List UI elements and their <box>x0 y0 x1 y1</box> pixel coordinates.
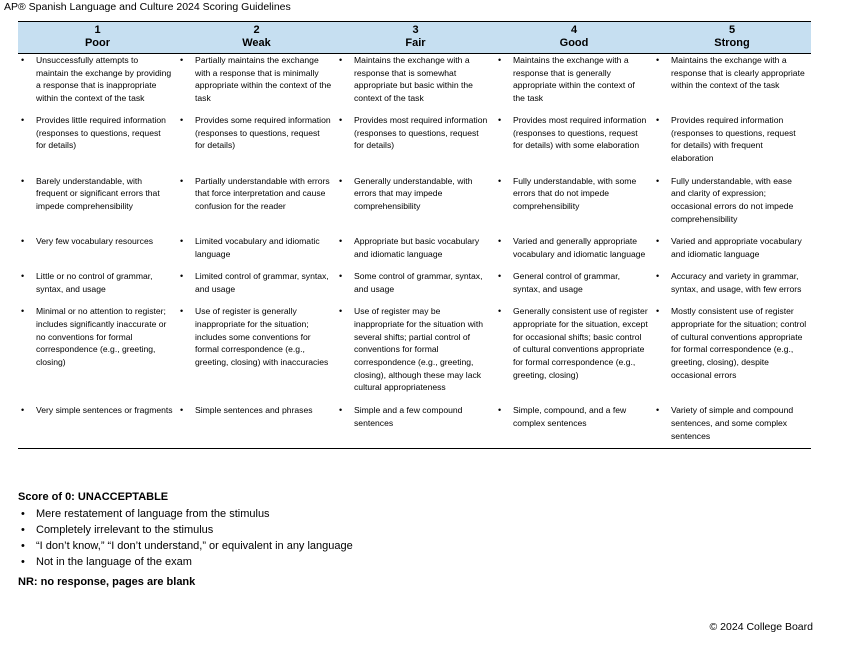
list-item <box>18 538 808 554</box>
cell-text: Little or no control of grammar, syntax, and usage <box>36 270 153 294</box>
score-column-header <box>18 22 177 54</box>
score-zero-list <box>18 506 808 570</box>
bullet-icon: • <box>180 270 184 281</box>
cell-text: Very few vocabulary resources <box>36 236 154 247</box>
bullet-icon: • <box>656 114 660 125</box>
bullet-icon: • <box>339 55 343 65</box>
copyright-footer: © 2024 College Board <box>709 621 813 633</box>
table-cell <box>18 305 177 404</box>
bullet-icon: • <box>21 405 25 416</box>
table-cell <box>653 54 811 114</box>
table-row <box>18 404 811 449</box>
table-cell <box>336 305 495 404</box>
score-label: Strong <box>714 37 750 49</box>
bullet-icon: • <box>339 236 343 247</box>
bullet-icon: • <box>21 55 25 65</box>
table-cell <box>18 404 177 449</box>
table-cell <box>336 404 495 449</box>
score-number: 2 <box>253 24 260 36</box>
bullet-icon: • <box>21 306 25 317</box>
cell-text: Provides little required information (responses to questions, request for details) <box>36 114 166 151</box>
table-cell <box>653 175 811 236</box>
bullet-icon: • <box>21 540 25 552</box>
list-item <box>18 554 808 570</box>
table-cell <box>336 114 495 175</box>
bullet-icon: • <box>656 175 660 186</box>
table-cell <box>336 270 495 305</box>
table-cell <box>653 404 811 449</box>
table-cell <box>495 114 653 175</box>
cell-text: Varied and generally appropriate vocabulary and idiomatic language <box>513 236 646 260</box>
scoring-rubric-table <box>18 21 811 449</box>
list-item-text: Not in the language of the exam <box>36 556 192 568</box>
bullet-icon: • <box>180 236 184 247</box>
table-row <box>18 270 811 305</box>
cell-text: Use of register may be inappropriate for the situation with several shifts; partial control of conventions for formal correspondence (e.g., greeting, closing), although these may lack cultural appropriateness <box>354 306 483 393</box>
cell-text: Generally understandable, with errors that may impede comprehensibility <box>354 175 473 212</box>
bullet-icon: • <box>656 306 660 317</box>
table-cell <box>495 305 653 404</box>
bullet-icon: • <box>498 236 502 247</box>
cell-text: Unsuccessfully attempts to maintain the exchange by providing a response that is inappropriate within the context of the task <box>36 55 172 104</box>
bullet-icon: • <box>498 114 502 125</box>
score-number: 1 <box>94 24 101 36</box>
table-cell <box>177 305 336 404</box>
bullet-icon: • <box>656 55 660 65</box>
cell-text: Minimal or no attention to register; includes significantly inaccurate or no conventions for formal correspondence (e.g., greeting, closing) <box>36 306 167 368</box>
bullet-icon: • <box>498 306 502 317</box>
score-zero-section <box>18 490 808 589</box>
cell-text: Accuracy and variety in grammar, syntax, and usage, with few errors <box>671 270 802 294</box>
cell-text: Fully understandable, with ease and clarity of expression; occasional errors do not impede comprehensibility <box>671 175 794 224</box>
score-label: Fair <box>405 37 426 49</box>
table-cell <box>18 235 177 269</box>
table-row <box>18 305 811 404</box>
score-label: Weak <box>242 37 271 49</box>
bullet-icon: • <box>339 270 343 281</box>
bullet-icon: • <box>180 306 184 317</box>
bullet-icon: • <box>498 55 502 65</box>
cell-text: Variety of simple and compound sentences, and some complex sentences <box>671 405 794 441</box>
score-column-header <box>653 22 811 54</box>
cell-text: Maintains the exchange with a response that is generally appropriate within the context of the task <box>513 55 635 104</box>
list-item-text: Mere restatement of language from the stimulus <box>36 508 270 520</box>
cell-text: Barely understandable, with frequent or significant errors that impede comprehensibility <box>36 175 160 212</box>
bullet-icon: • <box>21 236 25 247</box>
cell-text: Provides some required information (responses to questions, request for details) <box>195 114 331 151</box>
cell-text: Mostly consistent use of register appropriate for the situation; control of cultural conventions appropriate for formal correspondence (e.g., greeting, closing), despite occasional errors <box>671 306 807 380</box>
score-number: 4 <box>570 24 578 36</box>
table-cell <box>177 175 336 236</box>
table-cell <box>177 404 336 449</box>
bullet-icon: • <box>180 55 184 65</box>
list-item <box>18 522 808 538</box>
table-cell <box>177 114 336 175</box>
bullet-icon: • <box>21 508 25 520</box>
cell-text: General control of grammar, syntax, and usage <box>513 270 620 294</box>
bullet-icon: • <box>21 524 25 536</box>
bullet-icon: • <box>339 114 343 125</box>
cell-text: Simple and a few compound sentences <box>354 405 463 428</box>
score-number: 5 <box>728 24 736 36</box>
cell-text: Some control of grammar, syntax, and usage <box>354 270 483 294</box>
cell-text: Provides most required information (responses to questions, request for details) with some elaboration <box>513 114 647 151</box>
bullet-icon: • <box>21 175 25 186</box>
table-cell <box>495 270 653 305</box>
bullet-icon: • <box>21 114 25 125</box>
bullet-icon: • <box>180 175 184 186</box>
table-cell <box>336 175 495 236</box>
table-row <box>18 175 811 236</box>
table-cell <box>177 270 336 305</box>
table-row <box>18 54 811 114</box>
bullet-icon: • <box>498 405 502 416</box>
cell-text: Limited control of grammar, syntax, and usage <box>195 270 329 294</box>
table-row <box>18 235 811 269</box>
bullet-icon: • <box>180 405 184 416</box>
bullet-icon: • <box>339 405 343 416</box>
table-cell <box>336 235 495 269</box>
cell-text: Maintains the exchange with a response that is somewhat appropriate but basic within the context of the task <box>354 55 473 104</box>
table-cell <box>495 54 653 114</box>
cell-text: Simple sentences and phrases <box>195 405 313 416</box>
bullet-icon: • <box>339 306 343 317</box>
table-cell <box>495 175 653 236</box>
cell-text: Fully understandable, with some errors that do not impede comprehensibility <box>513 175 637 212</box>
cell-text: Maintains the exchange with a response that is clearly appropriate within the context of the task <box>671 55 805 91</box>
no-response-note: NR: no response, pages are blank <box>18 576 196 588</box>
bullet-icon: • <box>498 270 502 281</box>
score-column-header <box>177 22 336 54</box>
cell-text: Provides most required information (responses to questions, request for details) <box>354 114 488 151</box>
table-cell <box>653 270 811 305</box>
score-label: Poor <box>84 37 111 49</box>
table-cell <box>177 235 336 269</box>
table-cell <box>495 235 653 269</box>
score-column-header <box>336 22 495 54</box>
bullet-icon: • <box>339 175 343 186</box>
table-row <box>18 114 811 175</box>
cell-text: Generally consistent use of register appropriate for the situation, except for occasional shifts; basic control of cultural conventions appropriate for formal correspondence (e.g., greeting, closing) <box>513 306 648 380</box>
cell-text: Limited vocabulary and idiomatic language <box>195 236 320 260</box>
list-item <box>18 506 808 522</box>
cell-text: Appropriate but basic vocabulary and idiomatic language <box>354 236 480 260</box>
score-column-header <box>495 22 653 54</box>
rubric-header-row <box>18 22 811 54</box>
score-zero-heading: Score of 0: UNACCEPTABLE <box>18 491 169 503</box>
cell-text: Provides required information (responses to questions, request for details) with frequent elaboration <box>671 114 796 163</box>
score-label: Good <box>559 37 589 49</box>
table-cell <box>18 114 177 175</box>
bullet-icon: • <box>21 556 25 568</box>
table-cell <box>495 404 653 449</box>
list-item-text: Completely irrelevant to the stimulus <box>36 524 214 536</box>
score-number: 3 <box>412 24 419 36</box>
table-cell <box>177 54 336 114</box>
table-cell <box>653 235 811 269</box>
bullet-icon: • <box>656 405 660 416</box>
bullet-icon: • <box>498 175 502 186</box>
table-cell <box>653 305 811 404</box>
bullet-icon: • <box>21 270 25 281</box>
cell-text: Varied and appropriate vocabulary and idiomatic language <box>671 236 802 260</box>
bullet-icon: • <box>656 236 660 247</box>
bullet-icon: • <box>656 270 660 281</box>
cell-text: Very simple sentences or fragments <box>36 405 173 416</box>
cell-text: Partially understandable with errors that force interpretation and cause confusion for the reader <box>195 175 330 212</box>
table-cell <box>18 175 177 236</box>
cell-text: Use of register is generally inappropriate for the situation; includes some conventions for formal correspondence (e.g., greeting, closing) with inaccuracies <box>195 306 329 368</box>
rubric-body <box>18 54 811 449</box>
document-title: AP® Spanish Language and Culture 2024 Scoring Guidelines <box>4 1 291 13</box>
table-cell <box>18 54 177 114</box>
table-cell <box>336 54 495 114</box>
list-item-text: “I don’t know,” “I don’t understand,” or equivalent in any language <box>36 540 353 552</box>
bullet-icon: • <box>180 114 184 125</box>
cell-text: Simple, compound, and a few complex sentences <box>513 405 627 428</box>
table-cell <box>18 270 177 305</box>
cell-text: Partially maintains the exchange with a response that is minimally appropriate within the context of the task <box>195 55 332 104</box>
table-cell <box>653 114 811 175</box>
